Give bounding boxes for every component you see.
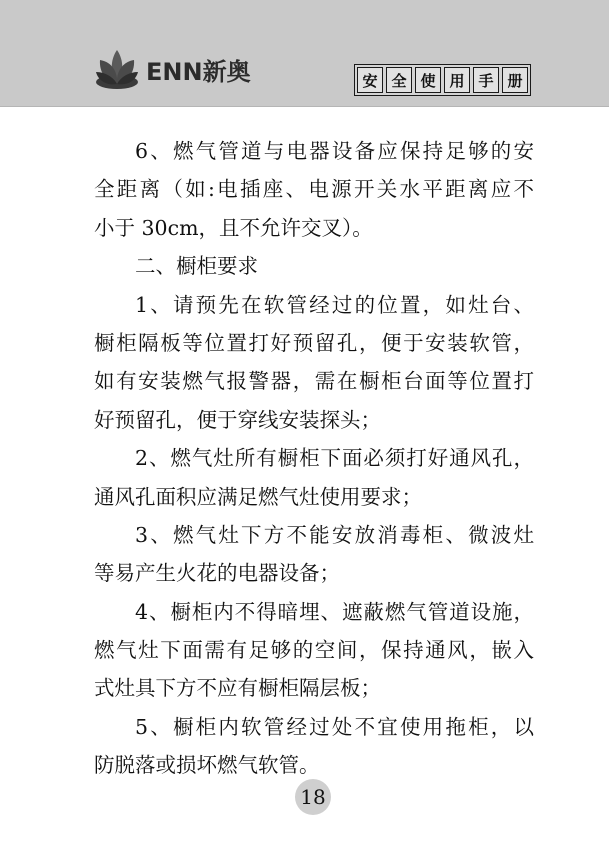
text-line: 橱柜隔板等位置打好预留孔，便于安装软管， [94, 330, 534, 355]
manual-title-char: 手 [473, 67, 499, 93]
text-line: 5、橱柜内软管经过处不宜使用拖柜，以 [135, 714, 534, 739]
text-line: 1、请预先在软管经过的位置，如灶台、 [135, 292, 534, 317]
brand-logo [94, 46, 251, 92]
brand-name: ENN新奥 [146, 57, 251, 86]
text-line: 好预留孔，便于穿线安装探头； [94, 407, 381, 432]
text-line: 式灶具下方不应有橱柜隔层板； [94, 676, 381, 701]
manual-title-char: 全 [386, 67, 412, 93]
text-line: 通风孔面积应满足燃气灶使用要求； [94, 484, 422, 509]
manual-title-char: 用 [444, 67, 470, 93]
text-line: 小于 30cm，且不允许交叉）。 [94, 215, 373, 240]
text-line: 等易产生火花的电器设备； [94, 561, 340, 586]
text-line: 燃气灶下面需有足够的空间，保持通风，嵌入 [94, 638, 534, 663]
manual-title-char: 安 [357, 67, 383, 93]
text-line: 4、橱柜内不得暗埋、遮蔽燃气管道设施， [135, 599, 534, 624]
manual-title-char: 使 [415, 67, 441, 93]
page-header [0, 0, 609, 107]
text-line: 如有安装燃气报警器，需在橱柜台面等位置打 [94, 369, 534, 394]
section-heading: 二、橱柜要求 [135, 254, 258, 279]
lotus-logo-icon [94, 46, 140, 92]
text-line: 6、燃气管道与电器设备应保持足够的安 [135, 139, 534, 163]
text-line: 2、燃气灶所有橱柜下面必须打好通风孔， [135, 446, 534, 471]
text-line: 全距离（如:电插座、电源开关水平距离应不 [94, 177, 534, 202]
manual-title [354, 64, 531, 96]
text-line: 3、燃气灶下方不能安放消毒柜、微波灶 [135, 522, 534, 547]
body-text [94, 132, 534, 785]
manual-title-char: 册 [502, 67, 528, 93]
text-line: 防脱落或损坏燃气软管。 [94, 753, 320, 778]
page-number: 18 [295, 779, 331, 815]
